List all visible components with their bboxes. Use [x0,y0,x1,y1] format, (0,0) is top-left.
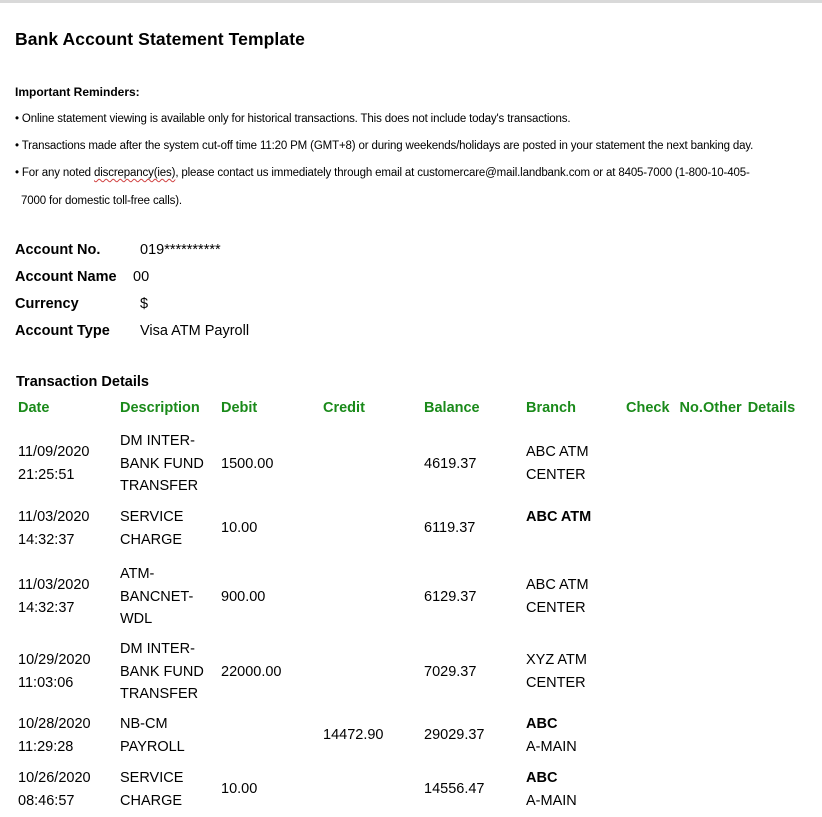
cell-line: CHARGE [120,792,183,809]
cell-line: 11/09/2020 [18,444,90,461]
header-description: Description [120,400,200,416]
header-debit: Debit [221,400,258,416]
cell-line: ABC ATM [526,509,592,526]
cell-description [120,506,183,551]
cell-date [18,649,91,694]
cell-line: 11:03:06 [18,674,74,691]
reminder-line-3-continued: 7000 for domestic toll-free calls). [21,195,182,207]
cell-line: 29029.37 [424,727,485,744]
cell-line: 11:29:28 [18,738,74,755]
account-name-value: 00 [133,269,150,285]
cell-line: CENTER [526,466,586,483]
cell-line: 1500.00 [221,455,274,472]
cell-debit [221,661,281,684]
cell-description [120,767,183,812]
header-check-no: Check No. [626,400,703,416]
cell-date [18,574,90,619]
currency-value: $ [140,296,149,312]
cell-line: SERVICE [120,770,184,786]
cell-line: TRANSFER [120,686,199,702]
reminder-line-2: • Transactions made after the system cut-off time 11:20 PM (GMT+8) or during weekends/holidays are posted in your statement the next banking day. [15,140,754,152]
cell-credit [323,724,383,747]
cell-date [18,767,91,812]
header-branch: Branch [526,400,576,416]
account-number-value: 019********** [140,242,221,258]
cell-description [120,713,185,758]
cell-balance [424,453,476,476]
cell-line: PAYROLL [120,738,185,755]
cell-debit [221,778,257,801]
cell-date [18,441,90,486]
cell-branch [526,767,577,812]
cell-branch [526,441,589,486]
cell-line: TRANSFER [120,478,199,494]
cell-line: 22000.00 [221,663,282,680]
reminder-line-1: • Online statement viewing is available only for historical transactions. This does not include today's transactions. [15,113,571,125]
reminders-heading: Important Reminders: [15,85,140,99]
cell-line: 900.00 [221,588,266,605]
header-other-details: Other Details [703,400,796,416]
cell-line: 11/03/2020 [18,509,90,525]
cell-line: 10/28/2020 [18,716,91,732]
header-balance: Balance [424,400,480,416]
cell-line: 10/26/2020 [18,770,91,786]
cell-line: BANK FUND [120,663,204,680]
cell-branch [526,574,589,619]
cell-line: 7029.37 [424,663,477,680]
cell-balance [424,724,484,747]
account-name-label: Account Name [15,269,117,285]
cell-branch [526,713,577,758]
cell-line: A-MAIN [526,792,577,809]
cell-line: 14:32:37 [18,531,75,548]
account-type-value: Visa ATM Payroll [140,323,250,339]
cell-line: SERVICE [120,509,184,525]
transaction-details-title: Transaction Details [16,374,149,390]
cell-balance [424,517,475,540]
cell-debit [221,586,265,609]
cell-date [18,713,91,758]
cell-description [120,563,193,631]
cell-line: ABC ATM [526,577,589,594]
cell-line: BANK FUND [120,455,204,472]
page-title: Bank Account Statement Template [15,29,305,49]
cell-line: CENTER [526,674,586,691]
cell-line: 14556.47 [424,781,485,798]
cell-line: A-MAIN [526,738,577,755]
currency-label: Currency [15,296,79,312]
cell-line: WDL [120,611,153,627]
account-type-label: Account Type [15,323,110,339]
reminder-line-3-start: • For any noted [15,167,94,179]
cell-line: ATM- [120,566,155,582]
cell-line: XYZ ATM [526,652,587,669]
cell-balance [424,778,484,801]
cell-line: CENTER [526,599,586,616]
reminder-line-3-end: , please contact us immediately through email at customercare@mail.landbank.com or at 8405-7000 (1-800-10-405- [175,167,750,179]
reminder-line-3 [15,160,750,187]
cell-debit [221,453,273,476]
cell-line: 08:46:57 [18,792,75,809]
cell-line: 21:25:51 [18,466,75,483]
cell-description [120,430,204,498]
cell-line: BANCNET- [120,588,194,605]
cell-line: ABC [526,716,558,732]
cell-debit [221,517,257,540]
cell-line: 6119.37 [424,520,476,537]
cell-line: 14472.90 [323,727,384,744]
account-number-label: Account No. [15,242,101,258]
header-credit: Credit [323,400,365,416]
cell-description [120,638,204,706]
cell-line: DM INTER- [120,641,195,657]
cell-line: 10/29/2020 [18,652,91,669]
cell-line: 11/03/2020 [18,577,90,594]
cell-line: 4619.37 [424,455,477,472]
cell-line: CHARGE [120,531,183,548]
cell-balance [424,661,476,684]
cell-date [18,506,90,551]
cell-line: ABC ATM [526,444,589,461]
cell-line: 10.00 [221,520,258,537]
cell-line: NB-CM [120,716,168,732]
header-date: Date [18,400,50,416]
cell-balance [424,586,476,609]
cell-branch [526,506,591,529]
cell-line: DM INTER- [120,433,195,449]
top-border [0,0,822,3]
cell-line: 6129.37 [424,588,477,605]
cell-line: 14:32:37 [18,599,75,616]
cell-line: 10.00 [221,781,258,798]
cell-branch [526,649,587,694]
spellcheck-word: discrepancy(ies) [93,167,176,179]
cell-line: ABC [526,770,558,786]
